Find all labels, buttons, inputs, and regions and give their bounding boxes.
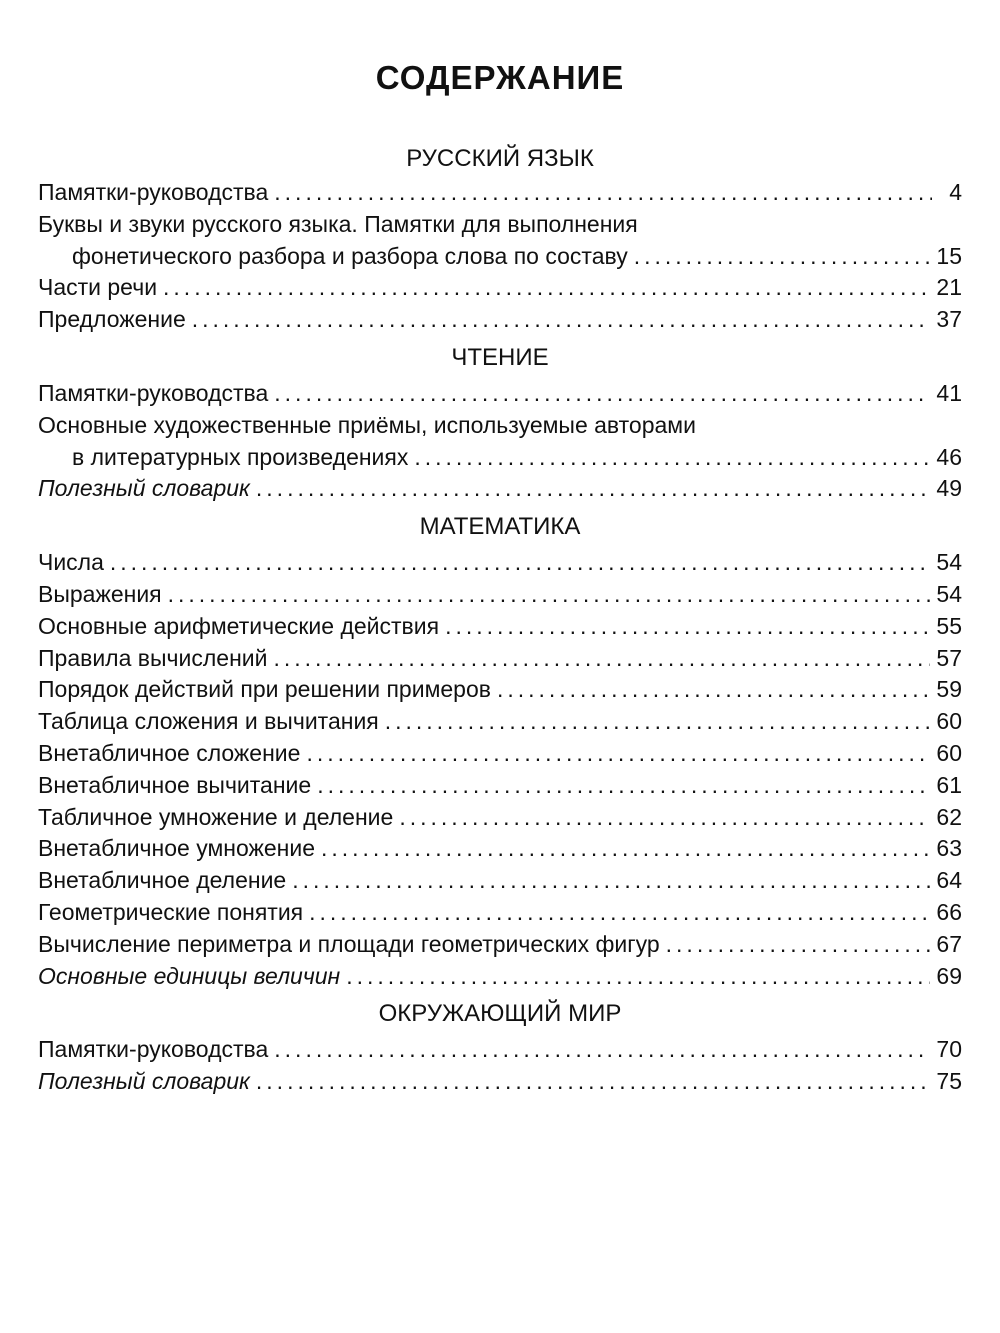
entry-page: 66 [936, 898, 962, 925]
toc-entry[interactable] [38, 865, 962, 897]
toc-section-world [38, 994, 962, 1098]
entry-page: 54 [936, 549, 962, 576]
dot-leader [399, 802, 930, 834]
toc-entry[interactable] [38, 770, 962, 802]
toc-entry[interactable] [38, 897, 962, 929]
toc-entry[interactable] [38, 177, 962, 209]
entry-label: Полезный словарик [38, 475, 250, 502]
entry-label: Таблица сложения и вычитания [38, 708, 379, 735]
toc-entry[interactable] [38, 1066, 962, 1098]
toc-entry[interactable] [38, 706, 962, 738]
entry-page: 60 [936, 708, 962, 735]
entry-page: 54 [936, 580, 962, 607]
toc-entry[interactable] [38, 473, 962, 505]
entry-label: Памятки-руководства [38, 179, 269, 205]
entry-page: 57 [936, 644, 962, 671]
toc-entry[interactable] [38, 802, 962, 834]
dot-leader [168, 579, 931, 611]
entry-label: в литературных произведениях [72, 443, 409, 470]
section-title: МАТЕМАТИКА [419, 513, 581, 541]
toc-entry[interactable] [38, 209, 962, 273]
dot-leader [274, 378, 930, 410]
entry-page: 49 [936, 475, 962, 502]
entry-label: Вычисление периметра и площади геометрических фигур [38, 930, 660, 957]
entry-page: 69 [936, 962, 962, 989]
entry-label-line1: Основные художественные приёмы, используемые авторами [38, 411, 696, 438]
entry-page: 59 [936, 676, 962, 703]
entry-label: Правила вычислений [38, 644, 268, 671]
entry-label: Памятки-руководства [38, 379, 269, 406]
table-of-contents [38, 139, 962, 1100]
dot-leader [346, 961, 930, 993]
dot-leader [666, 929, 931, 961]
entry-label: Предложение [38, 306, 186, 333]
entry-page: 21 [936, 274, 962, 301]
entry-page: 37 [936, 306, 962, 333]
dot-leader [110, 547, 931, 579]
entry-label: Основные арифметические действия [38, 612, 440, 639]
dot-leader [274, 1034, 930, 1066]
dot-leader [292, 865, 930, 897]
entry-page: 4 [949, 179, 962, 205]
toc-section-reading [38, 338, 962, 505]
toc-entry[interactable] [38, 547, 962, 579]
entry-label: Внетабличное вычитание [38, 771, 312, 798]
section-title: ОКРУЖАЮЩИЙ МИР [378, 1000, 622, 1028]
entry-page: 55 [936, 612, 962, 639]
toc-entry[interactable] [38, 929, 962, 961]
toc-entry[interactable] [38, 272, 962, 304]
dot-leader [497, 674, 930, 706]
entry-label: Части речи [38, 274, 158, 301]
toc-entry[interactable] [38, 961, 962, 993]
entry-label: фонетического разбора и разбора слова по составу [72, 242, 628, 269]
entry-label: Табличное умножение и деление [38, 803, 394, 830]
toc-entry[interactable] [38, 643, 962, 675]
dot-leader [321, 833, 930, 865]
toc-entry[interactable] [38, 378, 962, 410]
dot-leader [445, 611, 930, 643]
dot-leader [414, 442, 930, 474]
entry-page: 15 [936, 242, 962, 269]
dot-leader [385, 706, 931, 738]
entry-label: Порядок действий при решении примеров [38, 676, 491, 703]
toc-entry[interactable] [38, 833, 962, 865]
dot-leader [192, 304, 931, 336]
dot-leader [306, 738, 930, 770]
dot-leader [163, 272, 930, 304]
dot-leader [256, 473, 930, 505]
entry-page: 70 [936, 1036, 962, 1063]
entry-label: Памятки-руководства [38, 1036, 269, 1063]
entry-page: 67 [936, 930, 962, 957]
page-title: СОДЕРЖАНИЕ [375, 59, 625, 96]
dot-leader [634, 241, 931, 273]
entry-label: Геометрические понятия [38, 898, 304, 925]
dot-leader [273, 643, 930, 675]
entry-label: Числа [38, 549, 104, 576]
dot-leader [309, 897, 930, 929]
toc-entry[interactable] [38, 611, 962, 643]
dot-leader [317, 770, 930, 802]
entry-page: 64 [936, 867, 962, 894]
toc-section-russian [38, 139, 962, 336]
entry-label: Внетабличное сложение [38, 739, 301, 766]
entry-page: 60 [936, 739, 962, 766]
entry-label: Внетабличное умножение [38, 835, 316, 862]
toc-entry[interactable] [38, 410, 962, 474]
entry-page: 46 [936, 443, 962, 470]
section-title: ЧТЕНИЕ [451, 343, 549, 371]
section-title: РУССКИЙ ЯЗЫК [406, 145, 594, 172]
toc-entry[interactable] [38, 738, 962, 770]
toc-entry[interactable] [38, 304, 962, 336]
entry-label: Внетабличное деление [38, 867, 287, 894]
entry-page: 62 [936, 803, 962, 830]
entry-page: 61 [936, 771, 962, 798]
entry-page: 75 [936, 1068, 962, 1095]
entry-page: 63 [936, 835, 962, 862]
entry-page: 41 [936, 379, 962, 406]
entry-label: Основные единицы величин [38, 962, 341, 989]
entry-label: Выражения [38, 580, 162, 607]
entry-label: Полезный словарик [38, 1068, 250, 1095]
dot-leader [256, 1066, 930, 1098]
toc-entry[interactable] [38, 579, 962, 611]
toc-entry[interactable] [38, 674, 962, 706]
toc-section-math [38, 507, 962, 992]
entry-label-line1: Буквы и звуки русского языка. Памятки для выполнения [38, 210, 638, 237]
dot-leader [274, 177, 932, 209]
toc-entry[interactable] [38, 1034, 962, 1066]
